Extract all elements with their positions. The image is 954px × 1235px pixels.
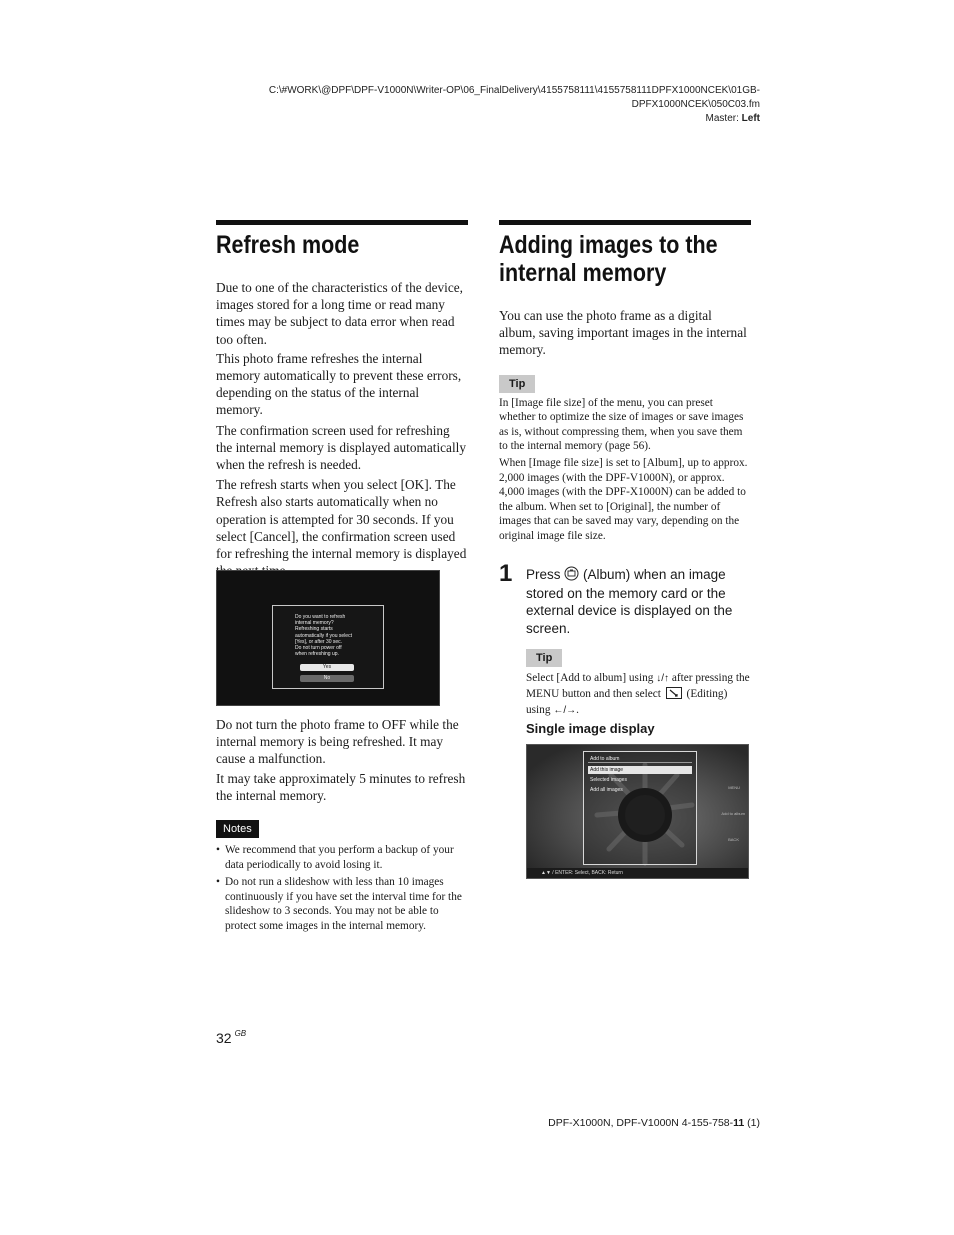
dialog-message [295, 614, 379, 657]
page-number [216, 1030, 246, 1046]
tip-paragraph: In [Image file size] of the menu, you can preset whether to optimize the size of images or save images as is, without compressing them, when you save them to the internal memory (page 56). [499, 396, 744, 453]
paragraph: It may take approximately 5 minutes to refresh the internal memory. [216, 770, 466, 803]
dialog-line: Do you want to refresh [295, 614, 346, 620]
section-rule [216, 220, 468, 225]
model-footer [548, 1117, 760, 1129]
step-text-after: (Album) when an image stored on the memory card or the external device is displayed on the screen. [526, 567, 733, 636]
album-side-label: Add to album [721, 811, 745, 816]
title-line: Adding images to the [499, 231, 718, 259]
note-item: • Do not run a slideshow with less than 10 images continuously if you have set the interval time for the slideshow to 3 seconds. You may not be able to protect some images in the internal memory. [216, 875, 468, 933]
tip-paragraph: When [Image file size] is set to [Album], up to approx. 2,000 images (with the DPF-V1000N), or approx. 4,000 images (with the DPF-X1000N) can be added to the album. When set to [Original], the number of images that can be saved may vary, depending on the original image file size. [499, 456, 748, 542]
paragraph: This photo frame refreshes the internal memory automatically to prevent these errors, depending on the status of the internal memory. [216, 350, 462, 418]
paragraph: Do not turn the photo frame to OFF while the internal memory is being refreshed. It may cause a malfunction. [216, 717, 459, 767]
tip-label: Tip [526, 649, 562, 667]
tip-label: Tip [499, 375, 535, 393]
menu-item-add-all-images: Add all images [590, 787, 623, 793]
paragraph: Due to one of the characteristics of the device, images stored for a long time or read many times may be subject to data error when read too often. [216, 280, 463, 347]
file-path-line-1: C:\#WORK\@DPF\DPF-V1000N\Writer-OP\06_FinalDelivery\4155758111\4155758111DPFX1000NCEK\01GB- [268, 85, 760, 96]
model-suffix: (1) [744, 1117, 760, 1129]
step-tip-text [526, 671, 750, 719]
step-tip [526, 648, 750, 719]
step-text-before: Press [526, 567, 561, 582]
single-image-display-heading: Single image display [526, 721, 655, 736]
refresh-intro [216, 279, 468, 579]
back-side-label: BACK [728, 837, 739, 842]
no-button: No [300, 675, 354, 682]
right-column [499, 220, 751, 544]
page-number-suffix: GB [234, 1029, 247, 1038]
tip-label-wrap [499, 374, 751, 393]
single-image-display-screen [526, 744, 749, 879]
section-title-adding-images [499, 231, 757, 287]
step-instruction [526, 566, 748, 637]
dialog-line: when refreshing up. [295, 651, 339, 658]
dialog-line: Do not turn power off [295, 645, 342, 652]
refresh-dialog [272, 605, 384, 689]
refresh-confirmation-screen [216, 570, 440, 706]
master-line [240, 112, 760, 126]
section-rule [499, 220, 751, 225]
album-intro: You can use the photo frame as a digital album, saving important images in the internal memory. [499, 308, 747, 358]
tip-text: (Editing) using [526, 687, 728, 717]
left-right-arrows-icon: ←/→ [553, 705, 577, 717]
master-label: Master: [705, 113, 742, 124]
dialog-line: internal memory? [295, 620, 334, 627]
notes-label-wrap [216, 819, 468, 838]
model-prefix: DPF-X1000N, DPF-V1000N 4-155-758- [548, 1117, 734, 1129]
album-button-icon [564, 566, 579, 585]
down-up-arrows-icon: ↓/↑ [656, 673, 669, 684]
page-number-value: 32 [216, 1030, 232, 1046]
tip-text: after pressing the MENU button and then select [526, 672, 750, 700]
add-to-album-menu [583, 751, 697, 865]
dialog-line: [Yes], or after 30 sec. [295, 638, 343, 645]
tip-text: Select [Add to album] using [526, 672, 657, 684]
notes-list [216, 843, 468, 934]
dialog-line: automatically if you select [295, 632, 352, 639]
model-bold: 11 [733, 1117, 745, 1129]
note-item: • We recommend that you perform a backup of your data periodically to avoid losing it. [216, 843, 468, 872]
step-number: 1 [499, 560, 513, 587]
title-line: internal memory [499, 259, 667, 287]
section-title-refresh-mode: Refresh mode [216, 231, 360, 259]
paragraph: The refresh starts when you select [OK]. The Refresh also starts automatically when no operation is attempted for 30 seconds. If you select [Cancel], the confirmation screen used for refreshing the internal memory is displayed [216, 477, 467, 562]
notes-label: Notes [216, 820, 259, 838]
master-value: Left [741, 113, 760, 124]
file-path-header [240, 84, 760, 126]
left-column [216, 220, 468, 579]
dialog-line: Refreshing starts [295, 626, 333, 633]
editing-icon [666, 687, 682, 704]
tip-text: . [576, 704, 579, 717]
menu-item-add-this-image: Add this image [588, 766, 692, 774]
paragraph: The confirmation screen used for refreshing the internal memory is displayed automatically when the refresh is needed. [216, 422, 466, 473]
menu-item-selected-images: Selected images [590, 777, 627, 783]
screen-help-bar: ▲▼ / ENTER: Select, BACK: Return [527, 868, 748, 878]
yes-button: Yes [300, 664, 354, 671]
file-path-line-2: DPFX1000NCEK\050C03.fm [631, 99, 760, 110]
menu-side-label: MENU [728, 785, 740, 790]
refresh-warnings [216, 716, 468, 937]
menu-title: Add to album [588, 755, 692, 763]
